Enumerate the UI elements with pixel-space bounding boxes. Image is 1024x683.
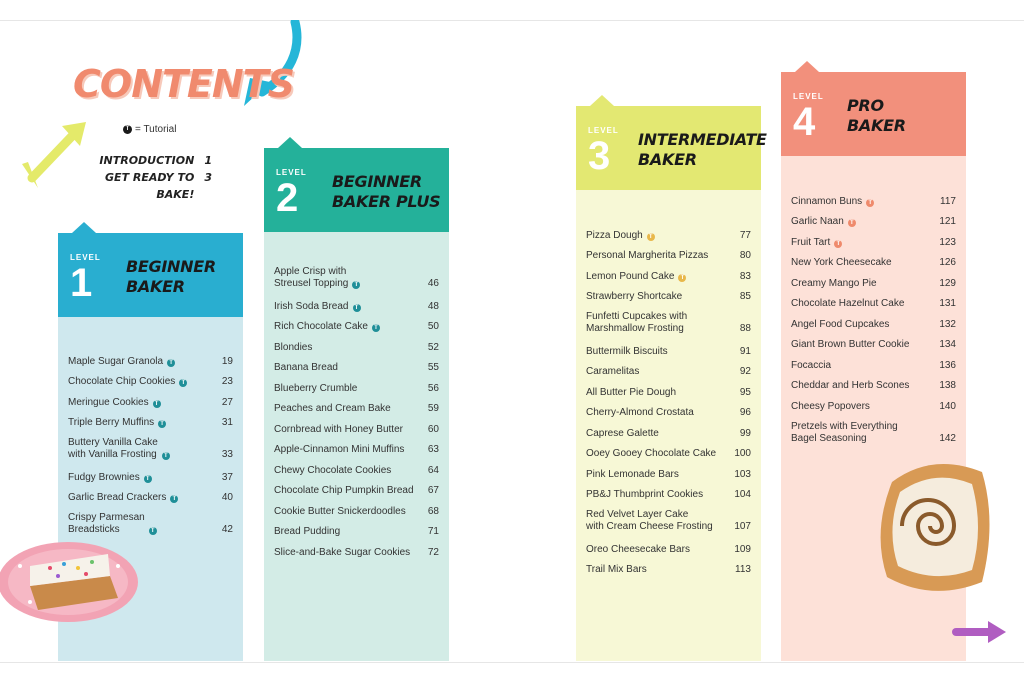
recipe-entry[interactable] bbox=[68, 504, 233, 536]
level-title-line: BEGINNER bbox=[332, 172, 422, 191]
recipe-page-number: 64 bbox=[427, 464, 439, 476]
recipe-entry[interactable] bbox=[791, 392, 956, 413]
recipe-name bbox=[791, 421, 898, 445]
intro-line[interactable] bbox=[90, 169, 212, 203]
recipe-title: Focaccia bbox=[791, 359, 832, 371]
recipe-entry[interactable] bbox=[791, 351, 956, 372]
tutorial-legend bbox=[123, 124, 176, 135]
recipe-name bbox=[791, 380, 909, 392]
recipe-entry[interactable] bbox=[68, 484, 233, 505]
recipe-page-number: 67 bbox=[427, 485, 439, 496]
recipe-page-number: 42 bbox=[221, 524, 233, 535]
recipe-entry[interactable] bbox=[274, 333, 439, 354]
recipe-name bbox=[791, 298, 904, 310]
level-word: LEVEL bbox=[588, 126, 619, 135]
recipe-name bbox=[274, 301, 361, 313]
intro-label: INTRODUCTION bbox=[99, 154, 195, 167]
recipe-entry[interactable] bbox=[586, 262, 751, 283]
recipe-name bbox=[586, 346, 668, 358]
recipe-title: Meringue Cookies bbox=[68, 396, 149, 408]
recipe-page-number: 27 bbox=[221, 396, 233, 408]
recipe-title: New York Cheesecake bbox=[791, 257, 892, 268]
recipe-entry[interactable] bbox=[586, 303, 751, 335]
recipe-page-number: 68 bbox=[427, 505, 439, 517]
level-title bbox=[332, 172, 440, 212]
recipe-name bbox=[791, 339, 909, 351]
recipe-name bbox=[791, 401, 870, 413]
recipe-name bbox=[274, 403, 391, 415]
recipe-entry[interactable] bbox=[586, 419, 751, 440]
recipe-title: Cherry-Almond Crostata bbox=[586, 407, 694, 418]
recipe-title: Apple-Cinnamon Mini Muffins bbox=[274, 444, 405, 455]
recipe-entry[interactable] bbox=[274, 477, 439, 498]
recipe-title: Pizza Dough bbox=[586, 229, 643, 241]
tutorial-marker-icon: T bbox=[834, 240, 842, 248]
recipe-page-number: 109 bbox=[734, 543, 751, 555]
tutorial-marker-icon: T bbox=[372, 324, 380, 332]
intro-list bbox=[90, 152, 212, 203]
recipe-title: Triple Berry Muffins bbox=[68, 417, 155, 428]
level-title bbox=[638, 130, 767, 170]
recipe-title: All Butter Pie Dough bbox=[586, 386, 677, 398]
recipe-title: Caramelitas bbox=[586, 366, 640, 377]
recipe-page-number: 132 bbox=[939, 318, 956, 330]
recipe-name bbox=[274, 362, 338, 374]
recipe-name bbox=[68, 492, 178, 504]
purple-arrow-decoration bbox=[952, 620, 1008, 644]
recipe-page-number: 40 bbox=[221, 492, 233, 503]
recipe-entry[interactable] bbox=[274, 436, 439, 457]
recipe-title: Cinnamon Buns bbox=[791, 195, 863, 207]
recipe-entry[interactable] bbox=[791, 413, 956, 445]
level-tab-notch bbox=[278, 137, 302, 148]
recipe-name bbox=[274, 547, 410, 559]
tutorial-marker-icon: T bbox=[848, 219, 856, 227]
level-title bbox=[847, 96, 906, 136]
recipe-page-number: 95 bbox=[739, 386, 751, 398]
recipe-entry[interactable] bbox=[68, 429, 233, 461]
recipe-name bbox=[791, 257, 892, 269]
recipe-name bbox=[274, 342, 312, 354]
recipe-entry[interactable] bbox=[586, 440, 751, 461]
recipe-page-number: 104 bbox=[734, 489, 751, 500]
recipe-entry[interactable] bbox=[586, 337, 751, 358]
recipe-entry[interactable] bbox=[586, 535, 751, 556]
recipe-page-number: 136 bbox=[939, 359, 956, 371]
recipe-entry[interactable] bbox=[68, 368, 233, 389]
recipe-name bbox=[274, 485, 414, 497]
recipe-page-number: 85 bbox=[739, 291, 751, 302]
recipe-entry[interactable] bbox=[274, 258, 439, 290]
recipe-entry[interactable] bbox=[791, 249, 956, 270]
recipe-title: Blueberry Crumble bbox=[274, 382, 358, 394]
recipe-title: Banana Bread bbox=[274, 362, 338, 373]
recipe-title: Cookie Butter Snickerdoodles bbox=[274, 505, 406, 517]
level-title-line: BAKER bbox=[847, 116, 906, 135]
recipe-title: Chocolate Chip Pumpkin Bread bbox=[274, 485, 414, 496]
recipe-name bbox=[274, 506, 406, 518]
recipe-entry[interactable] bbox=[586, 242, 751, 263]
recipe-name bbox=[274, 465, 391, 477]
recipe-name bbox=[68, 512, 157, 536]
intro-label: GET READY TO BAKE! bbox=[105, 171, 195, 201]
recipe-title: Giant Brown Butter Cookie bbox=[791, 339, 910, 350]
recipe-name bbox=[791, 278, 877, 290]
recipe-entry[interactable] bbox=[68, 347, 233, 368]
recipe-page-number: 77 bbox=[739, 229, 751, 241]
tutorial-marker-icon: T bbox=[158, 420, 166, 428]
tutorial-marker-icon: T bbox=[149, 527, 157, 535]
recipe-page-number: 107 bbox=[734, 521, 751, 532]
tutorial-marker-icon: T bbox=[353, 304, 361, 312]
recipe-name bbox=[791, 360, 831, 372]
recipe-title: Slice-and-Bake Sugar Cookies bbox=[274, 546, 411, 558]
recipe-name bbox=[586, 230, 655, 242]
recipe-name bbox=[791, 216, 856, 228]
recipe-name bbox=[274, 383, 357, 395]
recipe-title: Lemon Pound Cake bbox=[586, 270, 675, 282]
recipe-page-number: 33 bbox=[221, 449, 233, 460]
recipe-entry[interactable] bbox=[791, 187, 956, 208]
yellow-arrow-decoration bbox=[18, 118, 90, 192]
tutorial-marker-icon: T bbox=[123, 125, 132, 134]
recipe-title: Pink Lemonade Bars bbox=[586, 468, 679, 480]
recipe-page-number: 31 bbox=[221, 417, 233, 428]
level-title-line: BEGINNER bbox=[126, 257, 216, 276]
recipe-title: Garlic Naan bbox=[791, 216, 844, 227]
recipe-title: Strawberry Shortcake bbox=[586, 291, 683, 302]
recipe-title: Garlic Bread Crackers bbox=[68, 492, 167, 503]
level-number: 4 bbox=[793, 100, 816, 144]
recipe-entry[interactable] bbox=[586, 481, 751, 502]
level-title bbox=[126, 257, 216, 297]
recipe-name bbox=[68, 417, 166, 429]
recipe-name bbox=[68, 397, 161, 409]
tutorial-legend-label: = Tutorial bbox=[135, 124, 177, 135]
recipe-title: Cornbread with Honey Butter bbox=[274, 423, 403, 435]
recipe-page-number: 56 bbox=[427, 382, 439, 394]
recipe-title: Apple Crisp with Streusel Topping bbox=[274, 266, 349, 289]
recipe-page-number: 63 bbox=[427, 444, 439, 455]
recipe-title: Funfetti Cupcakes with Marshmallow Frosting bbox=[586, 311, 688, 334]
recipe-entry[interactable] bbox=[586, 358, 751, 379]
recipe-title: Chocolate Chip Cookies bbox=[68, 376, 176, 387]
level-word: LEVEL bbox=[793, 92, 824, 101]
recipe-name bbox=[791, 237, 842, 249]
recipe-name bbox=[586, 428, 659, 440]
recipe-page-number: 129 bbox=[939, 277, 956, 289]
recipe-name bbox=[586, 407, 694, 419]
recipe-entry[interactable] bbox=[791, 228, 956, 249]
recipe-page-number: 117 bbox=[940, 195, 956, 207]
recipe-title: Cheesy Popovers bbox=[791, 400, 870, 412]
recipe-list bbox=[274, 258, 439, 559]
recipe-name bbox=[586, 489, 703, 501]
recipe-name bbox=[586, 469, 679, 481]
recipe-entry[interactable] bbox=[274, 313, 439, 334]
recipe-entry[interactable] bbox=[586, 221, 751, 242]
recipe-page-number: 92 bbox=[739, 366, 751, 377]
recipe-entry[interactable] bbox=[68, 388, 233, 409]
recipe-title: Peaches and Cream Bake bbox=[274, 403, 391, 414]
recipe-page-number: 96 bbox=[739, 407, 751, 418]
tutorial-marker-icon: T bbox=[179, 379, 187, 387]
recipe-page-number: 55 bbox=[427, 362, 439, 373]
recipe-title: Ooey Gooey Chocolate Cake bbox=[586, 448, 717, 459]
recipe-page-number: 140 bbox=[939, 400, 956, 412]
recipe-name bbox=[586, 509, 713, 533]
recipe-entry[interactable] bbox=[274, 374, 439, 395]
recipe-name bbox=[274, 424, 403, 436]
level-3-column bbox=[576, 106, 767, 661]
recipe-page-number: 138 bbox=[939, 380, 956, 391]
recipe-page-number: 131 bbox=[939, 298, 956, 309]
recipe-page-number: 126 bbox=[939, 257, 956, 268]
level-title-line: PRO bbox=[847, 96, 884, 115]
recipe-name bbox=[586, 271, 686, 283]
recipe-page-number: 72 bbox=[427, 546, 439, 558]
recipe-page-number: 59 bbox=[427, 403, 439, 414]
recipe-title: Fruit Tart bbox=[791, 236, 831, 248]
recipe-title: Trail Mix Bars bbox=[586, 564, 647, 575]
tutorial-marker-icon: T bbox=[647, 233, 655, 241]
level-word: LEVEL bbox=[70, 253, 101, 262]
tutorial-marker-icon: T bbox=[144, 475, 152, 483]
level-number: 3 bbox=[588, 134, 611, 178]
recipe-entry[interactable] bbox=[586, 399, 751, 420]
recipe-page-number: 37 bbox=[221, 471, 233, 483]
recipe-page-number: 142 bbox=[939, 432, 956, 444]
recipe-entry[interactable] bbox=[274, 415, 439, 436]
recipe-entry[interactable] bbox=[274, 395, 439, 416]
recipe-page-number: 46 bbox=[427, 278, 439, 289]
recipe-page-number: 100 bbox=[734, 448, 751, 459]
recipe-entry[interactable] bbox=[274, 456, 439, 477]
recipe-page-number: 71 bbox=[427, 526, 439, 537]
recipe-title: Buttery Vanilla Cake with Vanilla Frosting bbox=[68, 437, 158, 460]
intro-page: 3 bbox=[204, 171, 212, 184]
level-number: 2 bbox=[276, 176, 299, 220]
recipe-name bbox=[68, 472, 152, 484]
recipe-name bbox=[68, 356, 175, 368]
recipe-title: Caprese Galette bbox=[586, 427, 659, 439]
recipe-title: Chocolate Hazelnut Cake bbox=[791, 298, 905, 309]
recipe-name bbox=[586, 544, 690, 556]
cinnamon-bun-image bbox=[872, 452, 997, 602]
recipe-page-number: 19 bbox=[221, 355, 233, 367]
recipe-name bbox=[791, 319, 889, 331]
intro-page: 1 bbox=[204, 154, 212, 167]
recipe-name bbox=[586, 448, 716, 460]
recipe-name bbox=[586, 366, 639, 378]
intro-line[interactable] bbox=[90, 152, 212, 169]
recipe-page-number: 123 bbox=[939, 236, 956, 248]
recipe-title: PB&J Thumbprint Cookies bbox=[586, 489, 704, 500]
recipe-entry[interactable] bbox=[274, 538, 439, 559]
recipe-title: Rich Chocolate Cake bbox=[274, 321, 368, 332]
recipe-page-number: 48 bbox=[427, 300, 439, 312]
recipe-page-number: 23 bbox=[221, 376, 233, 387]
recipe-entry[interactable] bbox=[586, 283, 751, 304]
recipe-title: Buttermilk Biscuits bbox=[586, 345, 668, 357]
level-number: 1 bbox=[70, 261, 93, 305]
recipe-entry[interactable] bbox=[791, 208, 956, 229]
recipe-title: Crispy Parmesan Breadsticks bbox=[68, 512, 145, 535]
recipe-entry[interactable] bbox=[68, 463, 233, 484]
recipe-entry[interactable] bbox=[586, 556, 751, 577]
recipe-name bbox=[68, 437, 170, 461]
recipe-entry[interactable] bbox=[791, 372, 956, 393]
tutorial-marker-icon: T bbox=[162, 452, 170, 460]
recipe-list bbox=[68, 347, 233, 538]
recipe-name bbox=[586, 387, 676, 399]
level-title-line: BAKER PLUS bbox=[332, 192, 441, 211]
recipe-entry[interactable] bbox=[586, 378, 751, 399]
tutorial-marker-icon: T bbox=[866, 199, 874, 207]
level-word: LEVEL bbox=[276, 168, 307, 177]
recipe-list bbox=[791, 187, 956, 447]
recipe-name bbox=[586, 250, 708, 262]
recipe-name bbox=[274, 444, 404, 456]
page-title: CONTENTS bbox=[73, 62, 294, 106]
recipe-title: Red Velvet Layer Cake with Cream Cheese Frosting bbox=[586, 509, 713, 532]
recipe-page-number: 80 bbox=[739, 250, 751, 261]
recipe-page-number: 134 bbox=[939, 339, 956, 350]
level-title-line: BAKER bbox=[638, 150, 697, 169]
recipe-title: Irish Soda Bread bbox=[274, 300, 349, 312]
recipe-entry[interactable] bbox=[791, 331, 956, 352]
recipe-page-number: 52 bbox=[427, 341, 439, 353]
level-tab-notch bbox=[795, 61, 819, 72]
tutorial-marker-icon: T bbox=[352, 281, 360, 289]
recipe-entry[interactable] bbox=[274, 497, 439, 518]
recipe-title: Angel Food Cupcakes bbox=[791, 318, 890, 330]
recipe-title: Personal Margherita Pizzas bbox=[586, 250, 709, 261]
recipe-name bbox=[68, 376, 187, 388]
level-2-column bbox=[264, 148, 449, 661]
recipe-entry[interactable] bbox=[586, 501, 751, 533]
recipe-page-number: 88 bbox=[739, 323, 751, 334]
level-tab-notch bbox=[72, 222, 96, 233]
recipe-title: Oreo Cheesecake Bars bbox=[586, 543, 690, 555]
recipe-name bbox=[791, 196, 874, 208]
recipe-entry[interactable] bbox=[791, 310, 956, 331]
recipe-title: Creamy Mango Pie bbox=[791, 277, 877, 289]
recipe-page-number: 103 bbox=[734, 468, 751, 480]
cake-plate-image bbox=[0, 536, 160, 626]
recipe-page-number: 99 bbox=[739, 427, 751, 439]
recipe-name bbox=[586, 564, 647, 576]
recipe-title: Bread Pudding bbox=[274, 526, 341, 537]
recipe-entry[interactable] bbox=[791, 290, 956, 311]
tutorial-marker-icon: T bbox=[170, 495, 178, 503]
recipe-entry[interactable] bbox=[791, 269, 956, 290]
recipe-name bbox=[274, 321, 380, 333]
recipe-title: Pretzels with Everything Bagel Seasoning bbox=[791, 420, 898, 444]
tutorial-marker-icon: T bbox=[153, 400, 161, 408]
recipe-entry[interactable] bbox=[274, 292, 439, 313]
recipe-title: Maple Sugar Granola bbox=[68, 355, 164, 367]
recipe-entry[interactable] bbox=[68, 409, 233, 430]
recipe-page-number: 113 bbox=[735, 564, 751, 575]
recipe-page-number: 60 bbox=[427, 423, 439, 435]
recipe-page-number: 83 bbox=[739, 270, 751, 282]
recipe-name bbox=[586, 311, 687, 335]
recipe-page-number: 50 bbox=[427, 321, 439, 332]
tutorial-marker-icon: T bbox=[167, 359, 175, 367]
recipe-list bbox=[586, 221, 751, 576]
recipe-name bbox=[274, 526, 340, 538]
level-title-line: INTERMEDIATE bbox=[638, 130, 767, 149]
recipe-entry[interactable] bbox=[274, 354, 439, 375]
recipe-page-number: 91 bbox=[739, 345, 751, 357]
recipe-title: Fudgy Brownies bbox=[68, 471, 140, 483]
recipe-page-number: 121 bbox=[939, 216, 956, 227]
recipe-title: Chewy Chocolate Cookies bbox=[274, 464, 392, 476]
level-title-line: BAKER bbox=[126, 277, 185, 296]
recipe-title: Blondies bbox=[274, 341, 313, 353]
recipe-entry[interactable] bbox=[274, 518, 439, 539]
tutorial-marker-icon: T bbox=[678, 274, 686, 282]
level-tab-notch bbox=[590, 95, 614, 106]
recipe-title: Cheddar and Herb Scones bbox=[791, 380, 910, 391]
recipe-name bbox=[586, 291, 682, 303]
recipe-name bbox=[274, 266, 360, 290]
recipe-entry[interactable] bbox=[586, 460, 751, 481]
